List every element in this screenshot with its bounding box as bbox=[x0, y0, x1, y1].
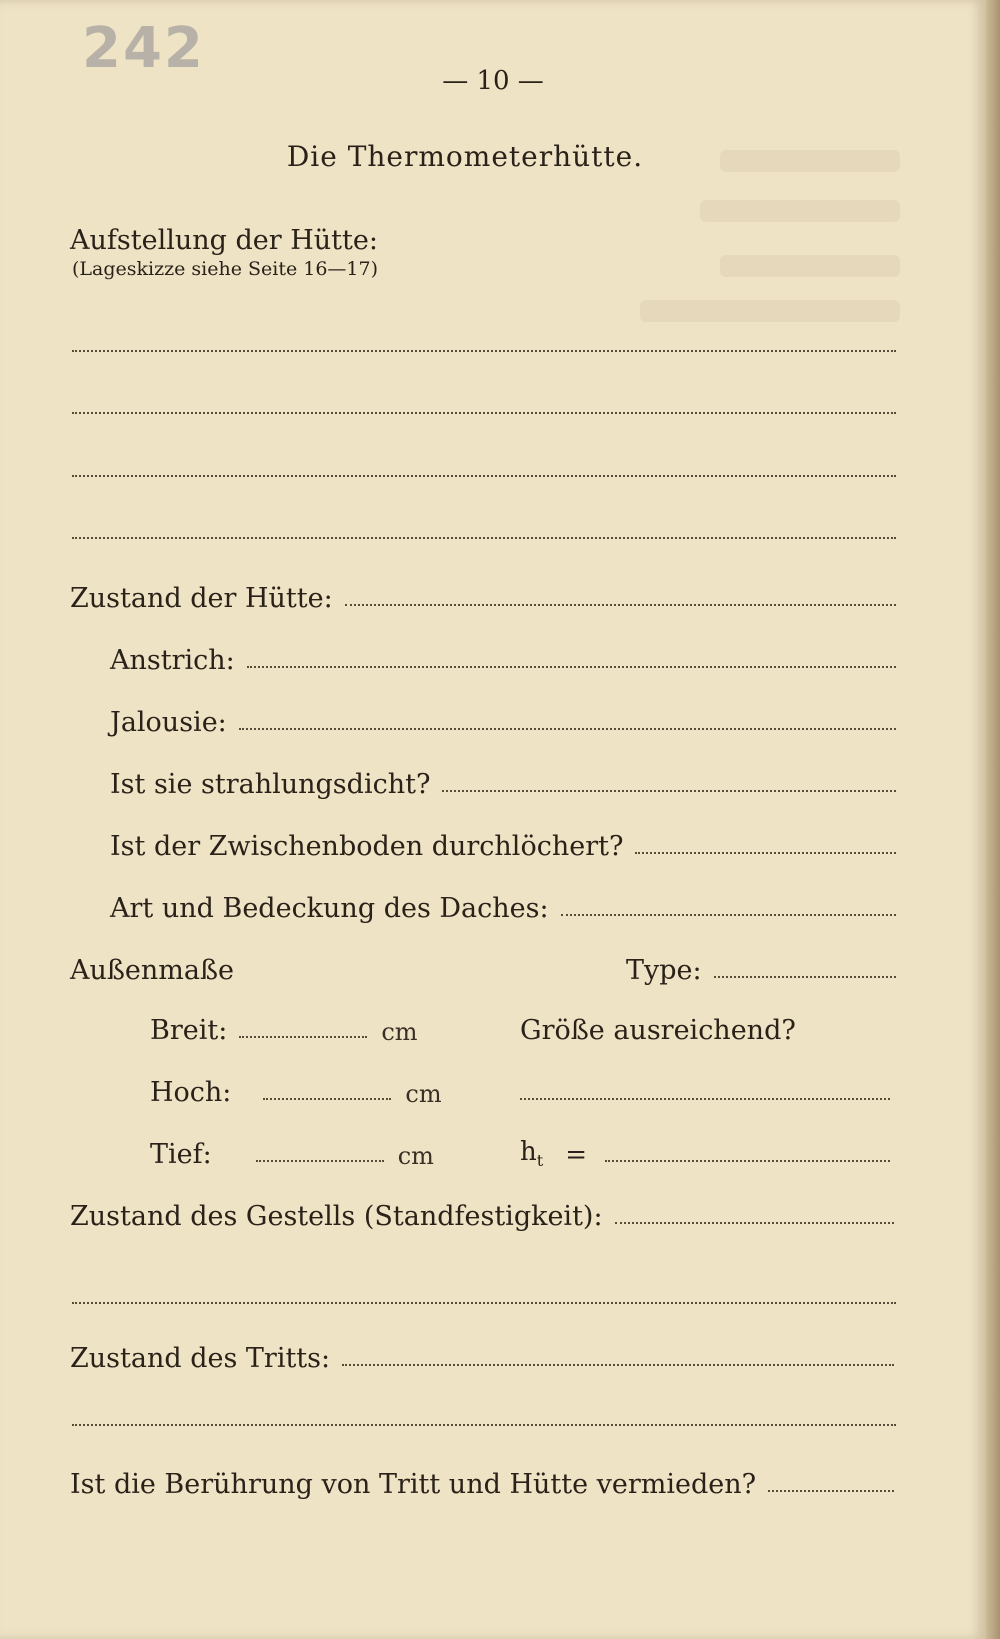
roof-label: Art und Bedeckung des Daches: bbox=[110, 893, 549, 924]
dimensions-label: Außenmaße bbox=[70, 955, 235, 986]
type-row bbox=[626, 952, 896, 986]
condition-label: Zustand der Hütte: bbox=[70, 583, 333, 614]
page-edge bbox=[986, 0, 1000, 1639]
roof-row bbox=[110, 890, 896, 924]
contact-field[interactable] bbox=[768, 1489, 894, 1492]
setup-blank-line-1[interactable] bbox=[72, 350, 896, 352]
width-label: Breit: bbox=[150, 1015, 228, 1046]
size-answer-row bbox=[520, 1074, 890, 1108]
radiation-field[interactable] bbox=[442, 789, 896, 792]
ht-row bbox=[520, 1136, 890, 1170]
dimensions-heading bbox=[70, 952, 246, 986]
ht-field[interactable] bbox=[605, 1159, 890, 1162]
setup-note: (Lageskizze siehe Seite 16—17) bbox=[72, 258, 379, 280]
setup-blank-line-3[interactable] bbox=[72, 475, 896, 477]
condition-row bbox=[70, 580, 896, 614]
step-field[interactable] bbox=[342, 1363, 894, 1366]
ht-equals: = bbox=[565, 1140, 587, 1170]
height-row bbox=[150, 1074, 442, 1108]
floor-label: Ist der Zwischenboden durchlöchert? bbox=[110, 831, 624, 862]
width-unit: cm bbox=[381, 1018, 418, 1046]
ht-label: $h_t$ bbox=[520, 1136, 544, 1170]
radiation-row bbox=[110, 766, 896, 800]
show-through-text bbox=[700, 200, 900, 222]
stand-blank-line[interactable] bbox=[72, 1302, 896, 1304]
contact-label: Ist die Berührung von Tritt und Hütte vermieden? bbox=[70, 1469, 757, 1500]
floor-row bbox=[110, 828, 896, 862]
size-question-label: Größe ausreichend? bbox=[520, 1015, 796, 1046]
condition-field[interactable] bbox=[345, 603, 896, 606]
type-label: Type: bbox=[626, 955, 702, 986]
width-row bbox=[150, 1012, 418, 1046]
radiation-label: Ist sie strahlungsdicht? bbox=[110, 769, 431, 800]
setup-blank-line-2[interactable] bbox=[72, 412, 896, 414]
roof-field[interactable] bbox=[561, 913, 896, 916]
size-question-row bbox=[520, 1012, 808, 1046]
height-field[interactable] bbox=[263, 1097, 391, 1100]
step-label: Zustand des Tritts: bbox=[70, 1343, 331, 1374]
depth-unit: cm bbox=[397, 1142, 434, 1170]
depth-field[interactable] bbox=[256, 1159, 384, 1162]
paint-field[interactable] bbox=[247, 665, 896, 668]
show-through-text bbox=[640, 300, 900, 322]
height-label: Hoch: bbox=[150, 1077, 232, 1108]
setup-blank-line-4[interactable] bbox=[72, 537, 896, 539]
stand-label: Zustand des Gestells (Standfestigkeit): bbox=[70, 1201, 603, 1232]
depth-label: Tief: bbox=[150, 1139, 212, 1170]
type-field[interactable] bbox=[714, 975, 896, 978]
paint-label: Anstrich: bbox=[110, 645, 235, 676]
step-blank-line[interactable] bbox=[72, 1424, 896, 1426]
contact-row bbox=[70, 1466, 894, 1500]
step-row bbox=[70, 1340, 894, 1374]
width-field[interactable] bbox=[239, 1035, 367, 1038]
louvre-row bbox=[110, 704, 896, 738]
archive-mark: 242 bbox=[82, 16, 205, 81]
height-unit: cm bbox=[405, 1080, 442, 1108]
size-answer-field[interactable] bbox=[520, 1097, 890, 1100]
stand-row bbox=[70, 1198, 894, 1232]
stand-field[interactable] bbox=[615, 1221, 894, 1224]
setup-label: Aufstellung der Hütte: bbox=[70, 225, 378, 256]
louvre-label: Jalousie: bbox=[110, 707, 227, 738]
paint-row bbox=[110, 642, 896, 676]
setup-heading bbox=[70, 222, 390, 256]
louvre-field[interactable] bbox=[239, 727, 896, 730]
page-number: — 10 — bbox=[442, 66, 544, 96]
page-title: Die Thermometerhütte. bbox=[286, 140, 644, 173]
depth-row bbox=[150, 1136, 434, 1170]
show-through-text bbox=[720, 255, 900, 277]
floor-field[interactable] bbox=[635, 851, 896, 854]
